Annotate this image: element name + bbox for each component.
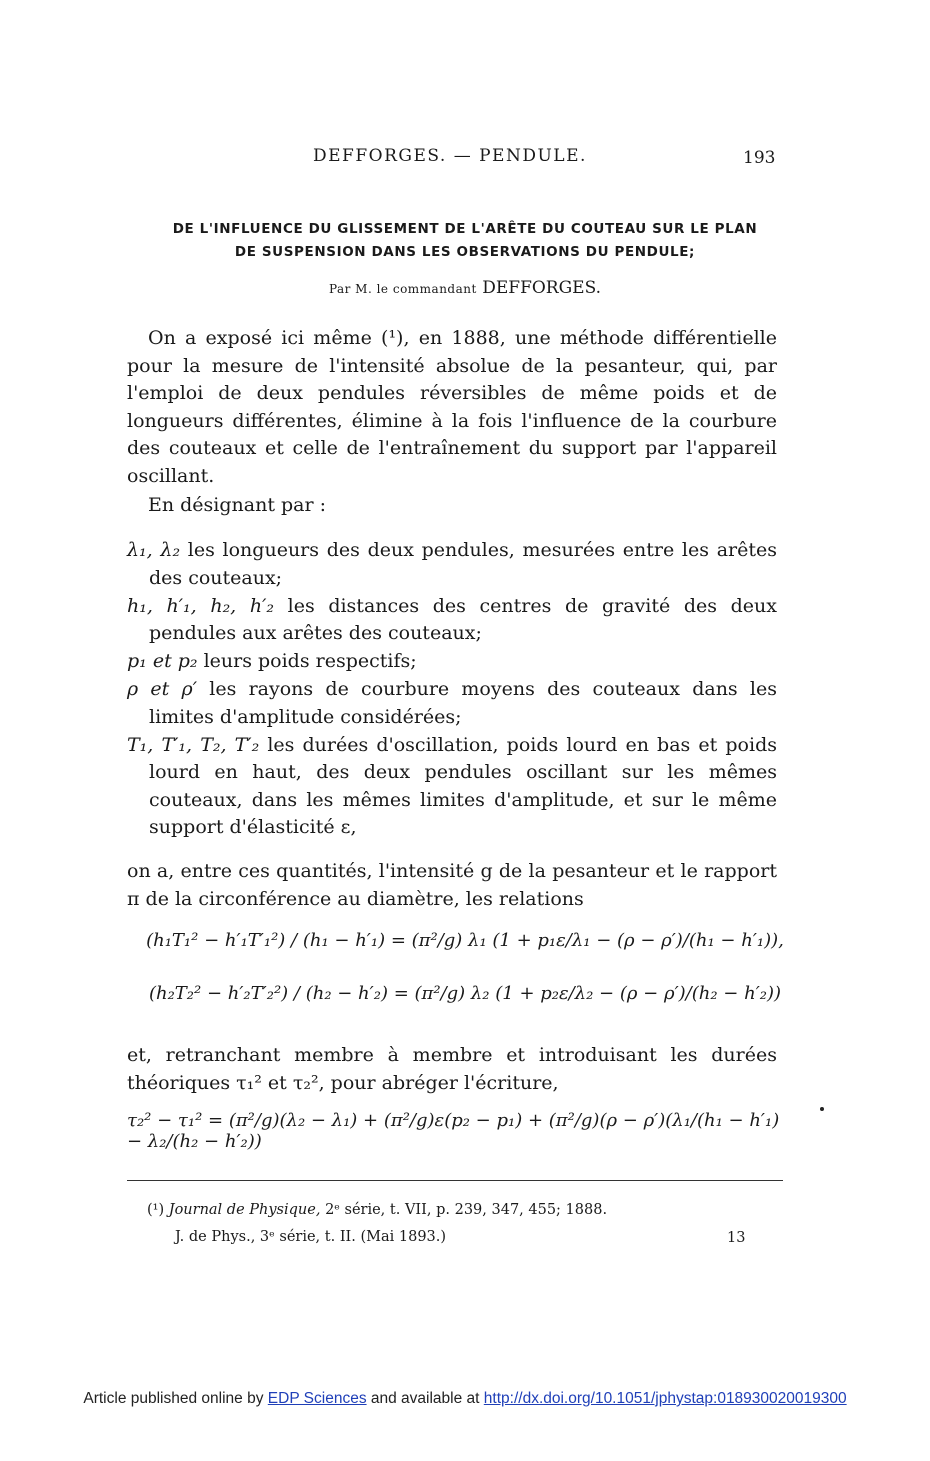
- footnote-rule: [127, 1180, 783, 1181]
- definition-item: [127, 732, 777, 842]
- paragraph-designation: En désignant par :: [148, 494, 327, 516]
- byline: [0, 278, 930, 298]
- definition-item: [127, 676, 777, 731]
- article-title-line-2: DE SUSPENSION DANS LES OBSERVATIONS DU PENDULE;: [234, 244, 696, 260]
- publication-banner: [0, 1390, 930, 1408]
- publisher-link[interactable]: EDP Sciences: [267, 1390, 367, 1407]
- banner-middle: and available at: [370, 1390, 480, 1407]
- definition-item: [127, 648, 777, 676]
- author-name: DEFFORGES.: [482, 278, 602, 298]
- signature-line: J. de Phys., 3ᵉ série, t. II. (Mai 1893.): [175, 1229, 447, 1245]
- equation-pendulum-2: (h₂T₂² − h′₂T′₂²) / (h₂ − h′₂) = (π²/g) λ₂ (1 + p₂ε/λ₂ − (ρ − ρ′)/(h₂ − h′₂)): [148, 983, 782, 1004]
- paragraph-intro: On a exposé ici même (¹), en 1888, une méthode différentielle pour la mesure de l'intensité absolue de la pesanteur, qui, par l'emploi de deux pendules réversibles de même poids et de longueurs différentes, élimine à la fois l'influence de la courbure des couteaux et celle de l'entraînement du support par l'appareil oscillant.: [127, 327, 777, 487]
- definition-text: les distances des centres de gravité des deux pendules aux arêtes des couteaux;: [149, 594, 778, 644]
- footnote-details: 2ᵉ série, t. VII, p. 239, 347, 455; 1888.: [325, 1202, 608, 1218]
- definition-symbol: h₁, h′₁, h₂, h′₂: [127, 594, 275, 617]
- paragraph-subtraction: et, retranchant membre à membre et introduisant les durées théoriques τ₁² et τ₂², pour abréger l'écriture,: [127, 1044, 777, 1094]
- running-head: [0, 146, 930, 168]
- footnote-marker: (¹): [147, 1202, 165, 1218]
- definition-text: leurs poids respectifs;: [197, 650, 417, 672]
- definition-text: les rayons de courbure moyens des couteaux dans les limites d'amplitude considérées;: [149, 678, 777, 728]
- article-title-line-1: DE L'INFLUENCE DU GLISSEMENT DE L'ARÊTE DU COUTEAU SUR LE PLAN: [172, 221, 758, 237]
- definition-symbol: λ₁, λ₂: [127, 539, 181, 561]
- print-speck: [820, 1107, 824, 1111]
- definition-symbol: p₁ et p₂: [127, 650, 198, 672]
- definition-item: [127, 593, 777, 648]
- doi-link[interactable]: http://dx.doi.org/10.1051/jphystap:018930020019300: [483, 1390, 847, 1407]
- definition-text: les longueurs des deux pendules, mesurées entre les arêtes des couteaux;: [149, 539, 777, 589]
- definition-item: [127, 537, 777, 592]
- page-number: 193: [743, 148, 776, 168]
- footnote-journal: Journal de Physique,: [168, 1202, 321, 1218]
- definition-text: les durées d'oscillation, poids lourd en bas et poids lourd en haut, des deux pendules oscillant sur les mêmes couteaux, dans les mêmes limites d'amplitude, et sur le même support d'élasticité ε,: [149, 733, 777, 838]
- signature-number: 13: [727, 1230, 746, 1246]
- paragraph-relations: on a, entre ces quantités, l'intensité g de la pesanteur et le rapport π de la circonférence au diamètre, les relations: [127, 860, 777, 910]
- footnote: [147, 1202, 607, 1218]
- definition-list: [127, 537, 777, 842]
- article-title: [100, 218, 830, 264]
- equation-pendulum-1: (h₁T₁² − h′₁T′₁²) / (h₁ − h′₁) = (π²/g) λ₁ (1 + p₁ε/λ₁ − (ρ − ρ′)/(h₁ − h′₁)),: [146, 930, 784, 951]
- definition-symbol: ρ et ρ′: [127, 678, 198, 700]
- byline-prefix: Par M. le commandant: [328, 282, 477, 296]
- banner-prefix: Article published online by: [83, 1390, 264, 1407]
- definition-symbol: T₁, T′₁, T₂, T′₂: [127, 733, 260, 756]
- equation-difference: τ₂² − τ₁² = (π²/g)(λ₂ − λ₁) + (π²/g)ε(p₂ − p₁) + (π²/g)(ρ − ρ′)(λ₁/(h₁ − h′₁) − λ₂/(h₂ − h′₂)): [127, 1110, 780, 1152]
- running-title: DEFFORGES. — PENDULE.: [313, 146, 587, 166]
